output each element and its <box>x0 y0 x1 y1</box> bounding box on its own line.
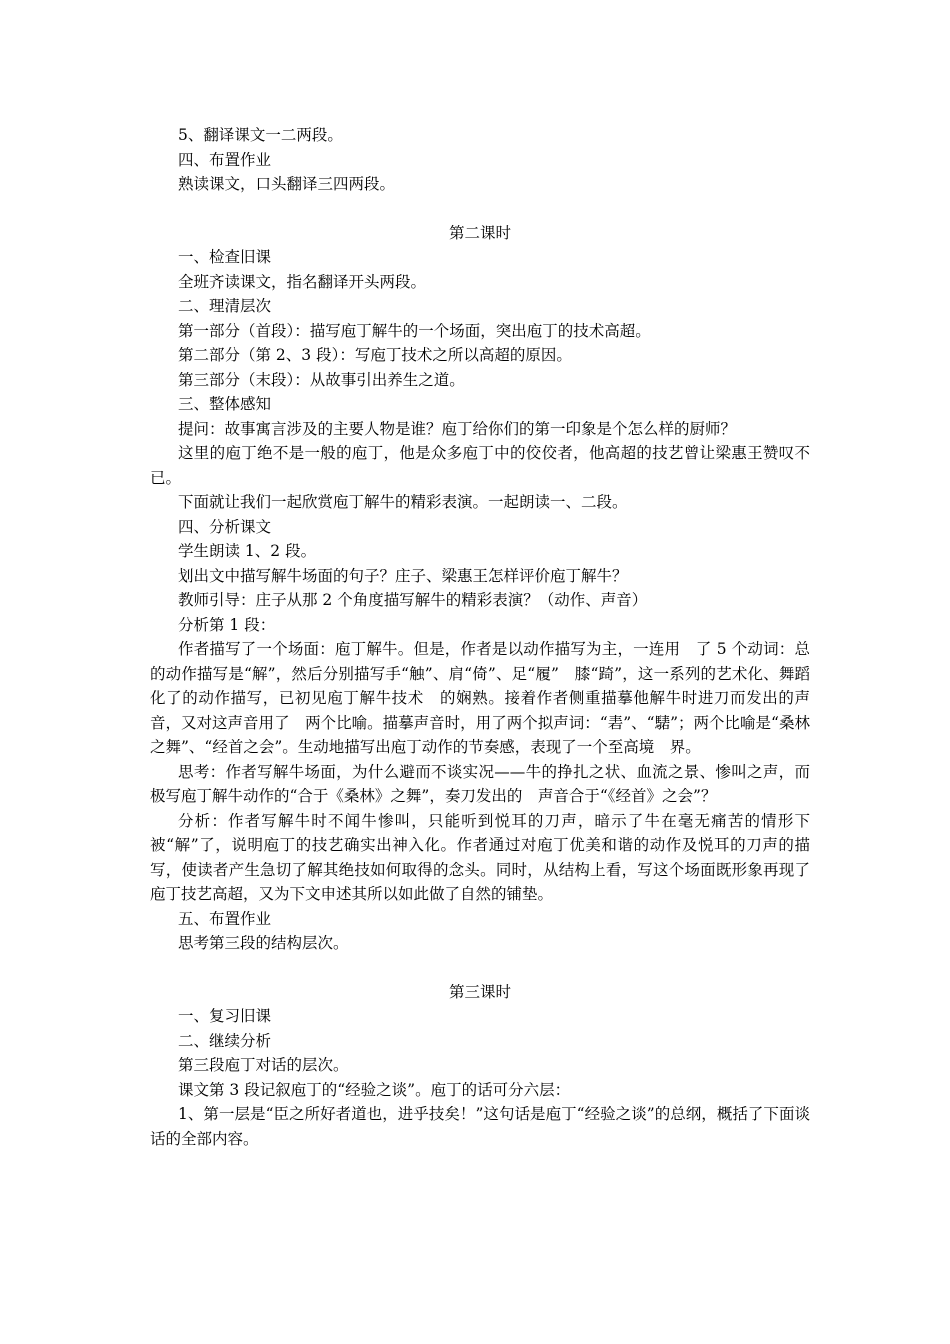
text-line: 课文第 3 段记叙庖丁的“经验之谈”。庖丁的话可分六层： <box>178 1080 571 1099</box>
section-heading: 四、分析课文 <box>178 517 272 536</box>
text-line: 全班齐读课文，指名翻译开头两段。 <box>178 272 427 291</box>
text-line: 第三部分（末段）：从故事引出养生之道。 <box>178 370 465 389</box>
section-heading: 一、检查旧课 <box>178 248 272 266</box>
section-heading: 一、复习旧课 <box>178 1007 272 1025</box>
text-line: 5、翻译课文一二两段。 <box>178 126 343 144</box>
text-line: 学生朗读 1、2 段。 <box>178 542 317 560</box>
paragraph: 这里的庖丁绝不是一般的庖丁，他是众多庖丁中的佼佼者，他高超的技艺曾让梁惠王赞叹不已。 <box>150 444 810 487</box>
text-line: 第三段庖丁对话的层次。 <box>178 1056 349 1074</box>
paragraph: 分析：作者写解牛时不闻牛惨叫，只能听到悦耳的刀声，暗示了牛在毫无痛苦的情形下被“解”了，说明庖丁的技艺确实出神入化。作者通过对庖丁优美和谐的动作及悦耳的刀声的描写，使读者产生急切了解其绝技如何取得的念头。同时，从结构上看，写这个场面既形象再现了庖丁技艺高超，又为下文申述其所以如此做了自然的铺垫。 <box>150 811 810 903</box>
text-line: 第一部分（首段）：描写庖丁解牛的一个场面，突出庖丁的技术高超。 <box>178 321 651 340</box>
text-line: 分析第 1 段： <box>178 615 276 634</box>
lesson-title: 第二课时 <box>448 223 511 242</box>
text-line: 划出文中描写解牛场面的句子？庄子、梁惠王怎样评价庖丁解牛？ <box>178 566 628 585</box>
section-heading: 二、理清层次 <box>178 297 272 315</box>
text-line: 下面就让我们一起欣赏庖丁解牛的精彩表演。一起朗读一、二段。 <box>178 493 628 511</box>
paragraph: 作者描写了一个场面：庖丁解牛。但是，作者是以动作描写为主，一连用 了 5 个动词：总的动作描写是“解”，然后分别描写手“触”、肩“倚”、足“履” 膝“踦”，这一系列的艺术化、舞蹈化了的动作描写，已初见庖丁解牛技术 的娴熟。接着作者侧重描摹他解牛时进刀而发出的声音，又对这声音用了 两个比喻。描摹声音时，用了两个拟声词：“砉”、“騞”；两个比喻是“桑林 之舞”、“经首之会”。生动地描写出庖丁动作的节奏感，表现了一个至高境 界。 <box>150 640 826 756</box>
section-heading: 二、继续分析 <box>178 1031 272 1050</box>
text-line: 第二部分（第 2、3 段）：写庖丁技术之所以高超的原因。 <box>178 346 572 364</box>
text-line: 提问：故事寓言涉及的主要人物是谁？庖丁给你们的第一印象是个怎么样的厨师？ <box>178 419 737 438</box>
section-heading: 四、布置作业 <box>178 150 272 169</box>
text-line: 思考第三段的结构层次。 <box>178 934 349 952</box>
paragraph: 1、第一层是“臣之所好者道也，进乎技矣！”这句话是庖丁“经验之谈”的总纲，概括了下面谈话的全部内容。 <box>150 1105 810 1148</box>
lesson-title: 第三课时 <box>448 982 511 1001</box>
paragraph: 思考：作者写解牛场面，为什么避而不谈实况——牛的挣扎之状、血流之景、惨叫之声，而极写庖丁解牛动作的“合于《桑林》之舞”，奏刀发出的 声音合于“《经首》之会”？ <box>150 762 810 805</box>
section-heading: 五、布置作业 <box>178 909 272 928</box>
section-heading: 三、整体感知 <box>178 395 272 413</box>
text-line: 教师引导：庄子从那 2 个角度描写解牛的精彩表演？（动作、声音） <box>178 591 648 609</box>
text-line: 熟读课文，口头翻译三四两段。 <box>178 175 396 193</box>
document-body <box>150 123 826 1151</box>
